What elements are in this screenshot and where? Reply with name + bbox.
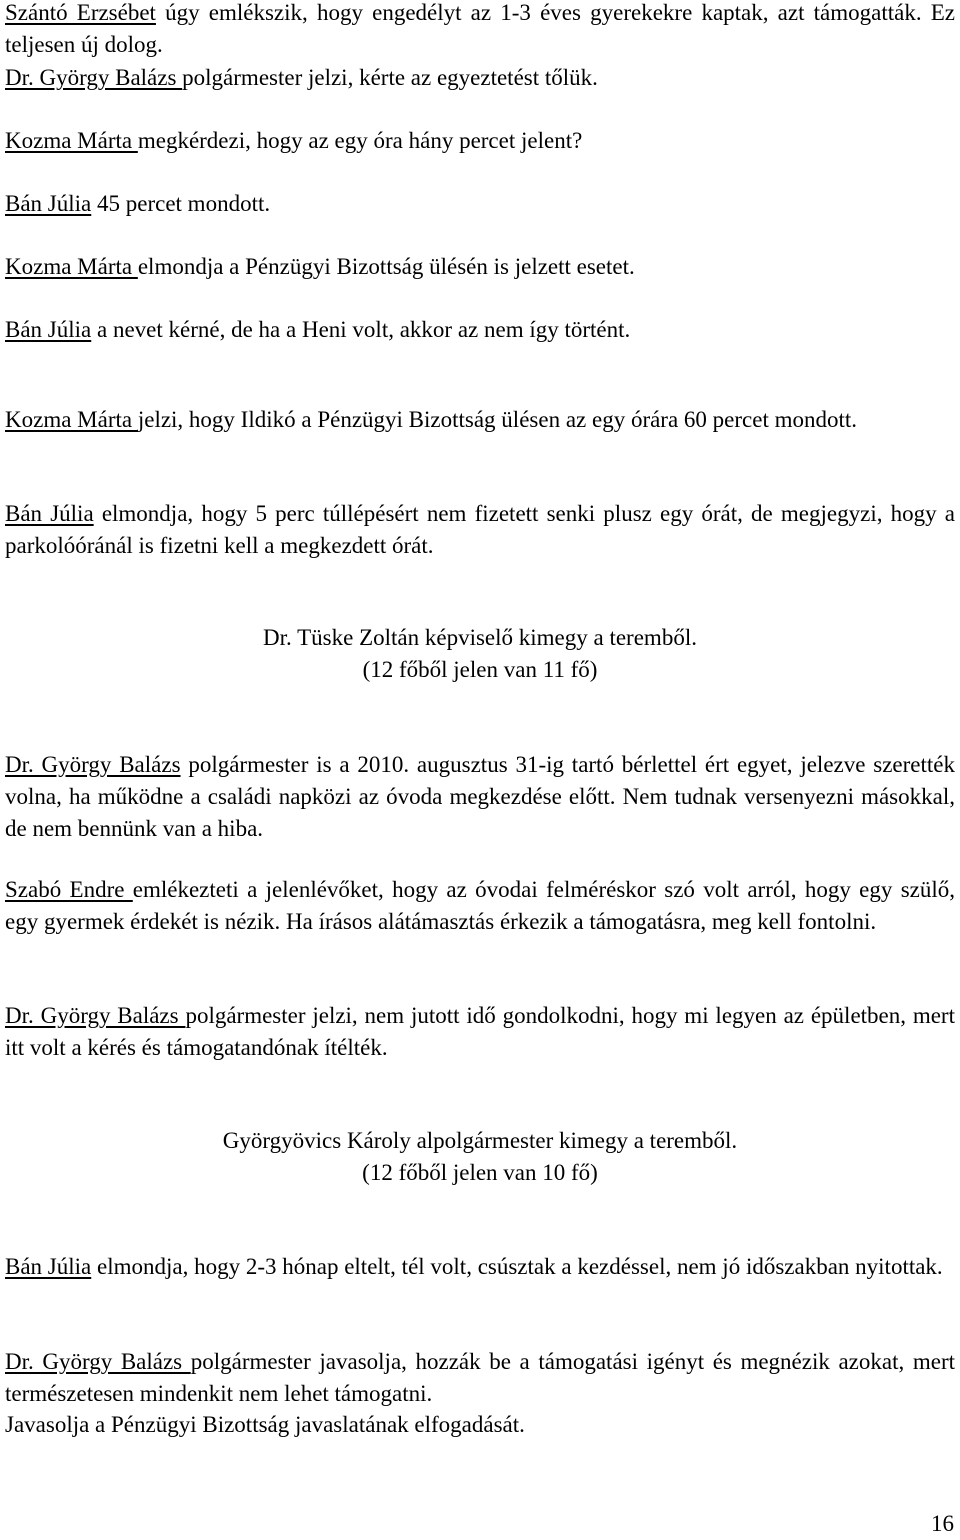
paragraph-ban-4	[5, 1251, 955, 1283]
paragraph-gyorgy-3	[5, 1000, 955, 1064]
paragraph-kozma-2	[5, 251, 955, 283]
paragraph-text: emlékezteti a jelenlévőket, hogy az óvodai felméréskor szó volt arról, hogy egy szülő, egy gyermek érdekét is nézik. Ha írásos alátámasztás érkezik a támogatásra, meg kell fontolni.	[5, 877, 955, 934]
paragraph-kozma-1	[5, 125, 955, 157]
speaker-name: Szántó Erzsébet	[5, 0, 156, 25]
speaker-name: Dr. György Balázs	[5, 1349, 191, 1374]
paragraph-text: 45 percet mondott.	[91, 191, 271, 216]
paragraph-text: Javasolja a Pénzügyi Bizottság javaslatának elfogadását.	[5, 1412, 525, 1437]
speaker-name: Dr. György Balázs	[5, 752, 181, 777]
paragraph-ban-3	[5, 498, 955, 562]
attendance-count: (12 főből jelen van 10 fő)	[362, 1160, 598, 1185]
speaker-name: Kozma Márta	[5, 128, 138, 153]
paragraph-text: elmondja, hogy 5 perc túllépésért nem fizetett senki plusz egy órát, de megjegyzi, hogy a parkolóóránál is fizetni kell a megkezdett órát.	[5, 501, 955, 558]
paragraph-text: úgy emlékszik, hogy engedélyt az 1-3 éves gyerekekre kaptak, azt támogatták. Ez teljesen új dolog.	[5, 0, 956, 57]
paragraph-text: jelzi, hogy Ildikó a Pénzügyi Bizottság ülésen az egy órára 60 percet mondott.	[137, 407, 858, 432]
paragraph-text: a nevet kérné, de ha a Heni volt, akkor az nem így történt.	[91, 317, 631, 342]
paragraph-kozma-3	[5, 404, 955, 436]
paragraph-gyorgy-2	[5, 749, 955, 845]
notice-tuske-leaves	[0, 622, 960, 686]
paragraph-ban-2	[5, 314, 955, 346]
paragraph-szabo	[5, 874, 955, 938]
paragraph-text: polgármester is a 2010. augusztus 31-ig tartó bérlettel ért egyet, jelezve szerették volna, ha működne a családi napközi az óvoda megkezdése előtt. Nem tudnak versenyezni másokkal, de nem bennünk van a hiba.	[5, 752, 955, 841]
speaker-name: Bán Júlia	[5, 1254, 92, 1279]
speaker-name: Dr. György Balázs	[5, 65, 183, 90]
page-number: 16	[931, 1511, 954, 1536]
attendance-count: (12 főből jelen van 11 fő)	[362, 657, 598, 682]
speaker-name: Szabó Endre	[5, 877, 133, 902]
paragraph-gyorgy-4	[5, 1346, 955, 1410]
paragraph-proposal	[5, 1409, 955, 1441]
notice-line: Györgyövics Károly alpolgármester kimegy a teremből.	[222, 1128, 738, 1153]
paragraph-text: megkérdezi, hogy az egy óra hány percet jelent?	[137, 128, 583, 153]
speaker-name: Bán Júlia	[5, 501, 94, 526]
paragraph-text: elmondja a Pénzügyi Bizottság ülésén is jelzett esetet.	[137, 254, 635, 279]
paragraph-gyorgy-1	[5, 62, 955, 94]
paragraph-szanto	[5, 0, 955, 61]
paragraph-text: elmondja, hogy 2-3 hónap eltelt, tél volt, csúsztak a kezdéssel, nem jó időszakban nyitottak.	[91, 1254, 943, 1279]
paragraph-text: polgármester jelzi, kérte az egyeztetést tőlük.	[182, 65, 598, 90]
notice-gyorgyovics-leaves	[0, 1125, 960, 1189]
paragraph-text: polgármester javasolja, hozzák be a támogatási igényt és megnézik azokat, mert természetesen mindenkit nem lehet támogatni.	[5, 1349, 955, 1406]
paragraph-ban-1	[5, 188, 955, 220]
speaker-name: Dr. György Balázs	[5, 1003, 186, 1028]
speaker-name: Kozma Márta	[5, 254, 138, 279]
notice-line: Dr. Tüske Zoltán képviselő kimegy a teremből.	[263, 625, 697, 650]
speaker-name: Bán Júlia	[5, 191, 92, 216]
speaker-name: Kozma Márta	[5, 407, 138, 432]
paragraph-text: polgármester jelzi, nem jutott idő gondolkodni, hogy mi legyen az épületben, mert itt volt a kérés és támogatandónak ítélték.	[5, 1003, 955, 1060]
speaker-name: Bán Júlia	[5, 317, 92, 342]
